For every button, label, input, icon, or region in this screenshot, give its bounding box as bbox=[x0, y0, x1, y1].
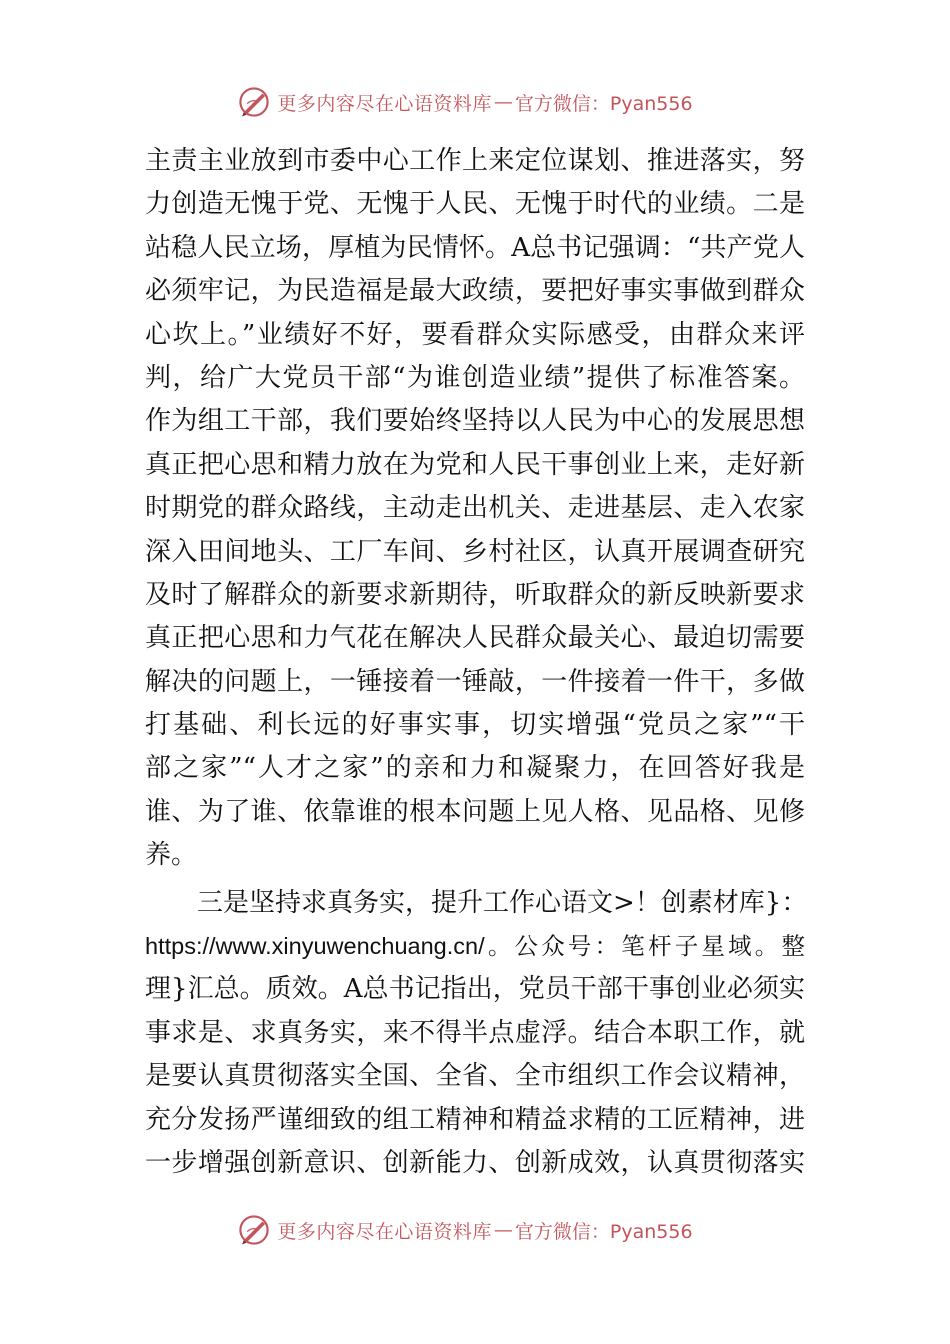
header-wechat-text: 官方微信：Pyan556 bbox=[514, 92, 693, 115]
text-line: 事求是、求真务实，来不得半点虚浮。结合本职工作，就 bbox=[145, 1017, 805, 1048]
text-line: 三是坚持求真务实，提升工作心语文>！创素材库}： bbox=[197, 887, 808, 918]
header-banner bbox=[0, 82, 950, 122]
footer-dash: — bbox=[493, 1219, 513, 1241]
text-line: 是要认真贯彻落实全国、全省、全市组织工作会议精神， bbox=[145, 1061, 805, 1092]
text-line: 打基础、利长远的好事实事，切实增强“党员之家”“干 bbox=[145, 710, 805, 741]
text-line: 主责主业放到市委中心工作上来定位谋划、推进落实，努 bbox=[145, 146, 805, 176]
text-line: 部之家”“人才之家”的亲和力和凝聚力，在回答好我是 bbox=[145, 753, 805, 784]
paragraph-2 bbox=[145, 882, 808, 1186]
text-line: 时期党的群众路线，主动走出机关、走进基层、走入农家 bbox=[145, 493, 805, 524]
text-line: 理}汇总。质效。A总书记指出，党员干部干事创业必须实 bbox=[145, 974, 805, 1005]
text-line: 解决的问题上，一锤接着一锤敲，一件接着一件干，多做 bbox=[145, 666, 805, 697]
footer-brand-text: 更多内容尽在心语资料库 bbox=[277, 1220, 492, 1243]
text-line: 一步增强创新意识、创新能力、创新成效，认真贯彻落实 bbox=[145, 1147, 805, 1178]
text-line: 谁、为了谁、依靠谁的根本问题上见人格、见品格、见修 bbox=[145, 796, 805, 827]
header-brand-text: 更多内容尽在心语资料库 bbox=[277, 92, 492, 115]
text-line: 必须牢记，为民造福是最大政绩，要把好事实事做到群众 bbox=[145, 276, 805, 307]
text-line: 养。 bbox=[145, 840, 198, 871]
text-line: 判，给广大党员干部“为谁创造业绩”提供了标准答案。 bbox=[145, 362, 805, 393]
text-line: 真正把心思和力气花在解决人民群众最关心、最迫切需要 bbox=[145, 623, 805, 654]
footer-banner bbox=[0, 1210, 950, 1250]
text-line: 及时了解群众的新要求新期待，听取群众的新反映新要求 bbox=[145, 579, 805, 610]
text-line: 站稳人民立场，厚植为民情怀。A总书记强调：“共产党人 bbox=[145, 232, 805, 263]
text-line: 力创造无愧于党、无愧于人民、无愧于时代的业绩。二是 bbox=[145, 189, 805, 220]
text-line: 真正把心思和精力放在为党和人民干事创业上来，走好新 bbox=[145, 449, 805, 480]
pen-logo-icon bbox=[237, 1213, 271, 1247]
paragraph-1 bbox=[145, 140, 805, 878]
footer-wechat-text: 官方微信：Pyan556 bbox=[514, 1220, 693, 1243]
text-line: 深入田间地头、工厂车间、乡村社区，认真开展调查研究 bbox=[145, 536, 805, 567]
text-line-url: https://www.xinyuwenchuang.cn/。公众号：笔杆子星域。整 bbox=[145, 933, 805, 960]
document-body bbox=[145, 140, 808, 1185]
text-line: 作为组工干部，我们要始终坚持以人民为中心的发展思想 bbox=[145, 406, 805, 437]
header-dash: — bbox=[493, 91, 513, 113]
text-line: 充分发扬严谨细致的组工精神和精益求精的工匠精神，进 bbox=[145, 1104, 805, 1135]
text-line: 心坎上。”业绩好不好，要看群众实际感受，由群众来评 bbox=[145, 319, 805, 350]
pen-logo-icon bbox=[237, 85, 271, 119]
